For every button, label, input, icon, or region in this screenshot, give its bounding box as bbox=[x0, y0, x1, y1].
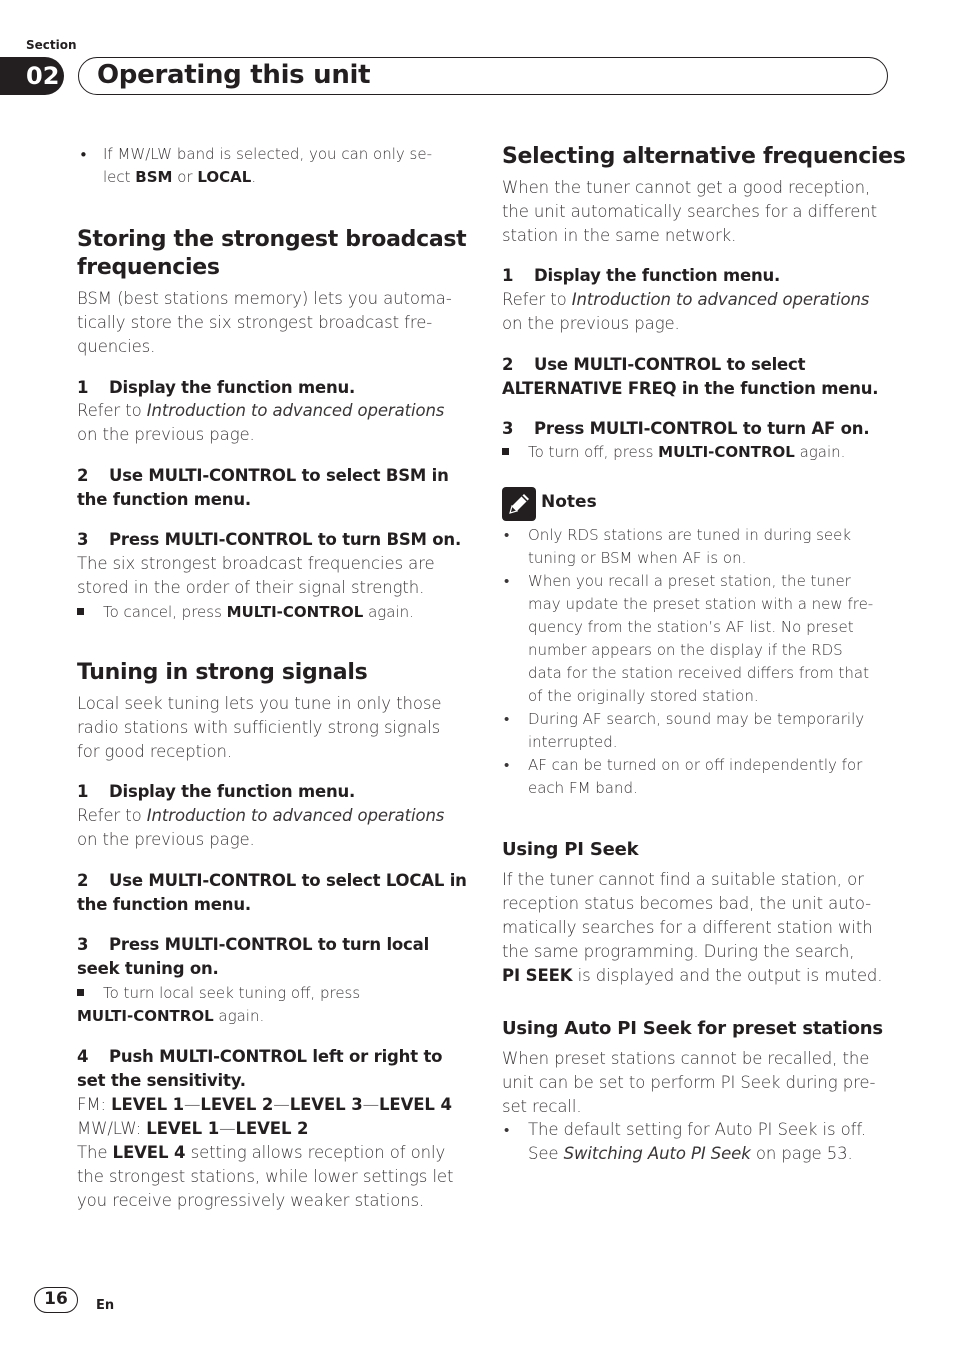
alt-step-3-note: To turn off, press MULTI-CONTROL again. bbox=[502, 441, 845, 464]
alt-step-1: 1 Display the function menu. bbox=[502, 266, 781, 285]
page-number: 16 bbox=[34, 1287, 78, 1313]
bullet-icon: • bbox=[504, 572, 510, 590]
intro-bullet bbox=[77, 143, 432, 189]
note-item: • AF can be turned on or off independently for each FM band. bbox=[502, 754, 873, 800]
square-bullet-icon bbox=[502, 448, 509, 455]
intro-bullet-line2: lect BSM or LOCAL. bbox=[103, 168, 257, 186]
alt-step-1-ref: Refer to Introduction to advanced operations on the previous page. bbox=[502, 290, 870, 333]
notes-label: Notes bbox=[541, 492, 597, 512]
storing-body: BSM (best stations memory) lets you automa- tically store the six strongest broadcast fre- quencies. bbox=[77, 289, 452, 356]
alt-step-2: 2 Use MULTI-CONTROL to select ALTERNATIVE FREQ in the function menu. bbox=[502, 355, 879, 398]
notes-list bbox=[502, 524, 873, 800]
language-label: En bbox=[96, 1298, 115, 1313]
bullet-icon: • bbox=[504, 756, 510, 774]
notes-header bbox=[502, 487, 702, 523]
tuning-step-1-ref: Refer to Introduction to advanced operations on the previous page. bbox=[77, 806, 445, 849]
mwlw-levels: MW/LW: LEVEL 1—LEVEL 2 bbox=[77, 1119, 309, 1138]
tuning-step-1: 1 Display the function menu. bbox=[77, 782, 356, 801]
square-bullet-icon bbox=[77, 989, 84, 996]
section-number-badge: 02 bbox=[0, 57, 64, 95]
alt-freq-heading: Selecting alternative frequencies bbox=[502, 144, 906, 169]
note-item: • Only RDS stations are tuned in during seek tuning or BSM when AF is on. bbox=[502, 524, 873, 570]
tuning-levels: FM: LEVEL 1—LEVEL 2—LEVEL 3—LEVEL 4 MW/LW: LEVEL 1—LEVEL 2 The LEVEL 4 setting allows reception of only the strongest stations, while lower settings let you receive progressively weaker stations. bbox=[77, 1095, 454, 1210]
storing-step-1: 1 Display the function menu. bbox=[77, 378, 356, 397]
square-bullet-icon bbox=[77, 608, 84, 615]
pi-seek-heading: Using PI Seek bbox=[502, 839, 639, 860]
tuning-step-2: 2 Use MULTI-CONTROL to select LOCAL in the function menu. bbox=[77, 871, 467, 914]
note-item: • During AF search, sound may be temporarily interrupted. bbox=[502, 708, 873, 754]
auto-pi-seek-bullet: • The default setting for Auto PI Seek is off. See Switching Auto PI Seek on page 53. bbox=[504, 1120, 867, 1163]
alt-freq-body: When the tuner cannot get a good reception, the unit automatically searches for a different station in the same network. bbox=[502, 178, 877, 245]
storing-heading: Storing the strongest broadcast frequencies bbox=[77, 227, 467, 280]
auto-pi-seek-heading: Using Auto PI Seek for preset stations bbox=[502, 1018, 883, 1039]
storing-step-2: 2 Use MULTI-CONTROL to select BSM in the function menu. bbox=[77, 466, 449, 509]
fm-levels: FM: LEVEL 1—LEVEL 2—LEVEL 3—LEVEL 4 bbox=[77, 1095, 452, 1114]
tuning-step-3-note: To turn local seek tuning off, press MULTI-CONTROL again. bbox=[77, 984, 361, 1025]
tuning-body: Local seek tuning lets you tune in only those radio stations with sufficiently strong signals for good reception. bbox=[77, 694, 442, 761]
page-title-bar bbox=[78, 57, 888, 95]
page-title: Operating this unit bbox=[97, 60, 371, 90]
storing-step-3-body: The six strongest broadcast frequencies are stored in the order of their signal strength. bbox=[77, 554, 435, 597]
bullet-icon: • bbox=[504, 710, 510, 728]
storing-step-3: 3 Press MULTI-CONTROL to turn BSM on. bbox=[77, 530, 462, 549]
auto-pi-seek-body: When preset stations cannot be recalled, the unit can be set to perform PI Seek during pre- set recall. bbox=[502, 1049, 876, 1116]
storing-step-1-ref: Refer to Introduction to advanced operations on the previous page. bbox=[77, 401, 445, 444]
bullet-icon: • bbox=[79, 146, 88, 164]
intro-bullet-line1: If MW/LW band is selected, you can only se- bbox=[103, 145, 432, 163]
pi-seek-body: If the tuner cannot find a suitable station, or reception status becomes bad, the unit auto- matically searches for a different station with the same programming. During the search, PI SEEK is displayed and the output is muted. bbox=[502, 870, 883, 985]
storing-step-3-note: To cancel, press MULTI-CONTROL again. bbox=[77, 601, 414, 624]
bullet-icon: • bbox=[504, 1121, 510, 1139]
bullet-icon: • bbox=[504, 526, 510, 544]
section-label: Section bbox=[26, 38, 77, 52]
alt-step-3: 3 Press MULTI-CONTROL to turn AF on. bbox=[502, 419, 870, 438]
tuning-heading: Tuning in strong signals bbox=[77, 660, 368, 685]
tuning-step-3: 3 Press MULTI-CONTROL to turn local seek tuning on. bbox=[77, 935, 430, 978]
note-item: • When you recall a preset station, the tuner may update the preset station with a new fre- quency from the station’s AF list. No preset number appears on the display if the RDS data for the station received differs from that of the originally stored station. bbox=[502, 570, 873, 708]
tuning-step-4: 4 Push MULTI-CONTROL left or right to set the sensitivity. bbox=[77, 1047, 443, 1090]
pencil-icon bbox=[502, 487, 536, 521]
